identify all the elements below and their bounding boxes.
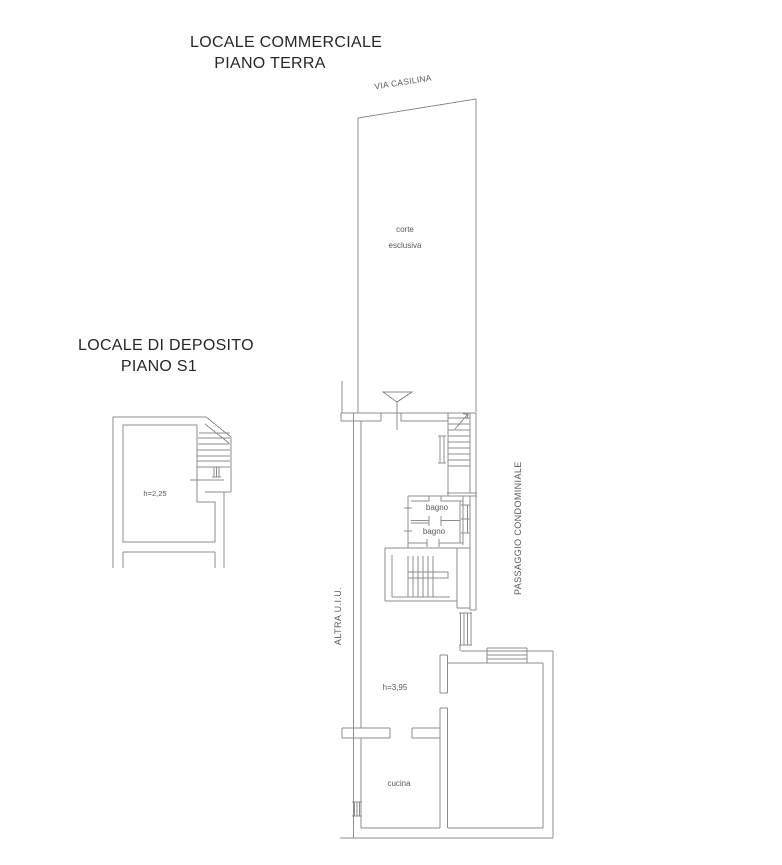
exterior-stair-arrow	[455, 414, 468, 429]
deposit-plan-title-line1: LOCALE DI DEPOSITO	[78, 337, 254, 354]
facade-wall-outer	[341, 381, 476, 421]
adjacent-unit-label: ALTRA U.I.U.	[333, 586, 343, 646]
deposit-room-inner-wall	[123, 425, 215, 542]
bathroom-block-bottom-wall	[408, 539, 463, 547]
east-window-symbol	[459, 613, 472, 651]
exterior-stair-steps	[448, 418, 470, 466]
kitchen-label: cucina	[387, 779, 411, 788]
stair-window-symbol	[438, 436, 446, 463]
deposit-height-label: h=2,25	[143, 489, 167, 498]
bathroom2-label: bagno	[422, 527, 446, 536]
deposit-lower-room-wall	[123, 552, 215, 568]
east-wall	[470, 413, 476, 610]
courtyard-label	[379, 222, 431, 254]
commercial-plan-title-line2: PIANO TERRA	[214, 55, 326, 72]
courtyard-label-line1: corte	[396, 225, 414, 234]
courtyard-label-line2: esclusiva	[388, 241, 422, 250]
deposit-door-symbol	[212, 467, 221, 477]
bathroom1-label: bagno	[425, 503, 449, 512]
southeast-room-walls	[448, 651, 553, 838]
bathroom-windows-symbol	[461, 505, 470, 533]
internal-stair-steps	[408, 556, 433, 597]
bathroom-block-top-wall	[408, 496, 463, 501]
main-height-label: h=3,95	[382, 683, 408, 692]
southeast-window-symbol	[487, 648, 527, 663]
condo-passage-label: PASSAGGIO CONDOMINIALE	[513, 461, 523, 595]
bathroom-block-left-wall	[404, 496, 412, 548]
commercial-plan-title-line1: LOCALE COMMERCIALE	[190, 34, 383, 51]
deposit-stair-steps	[197, 433, 230, 467]
southeast-room-left-wall	[440, 655, 448, 828]
left-wall	[354, 413, 362, 838]
bathroom-divider-wall	[411, 516, 460, 526]
courtyard-outline	[358, 99, 476, 413]
deposit-plan-title-line2: PIANO S1	[120, 358, 198, 375]
street-label: VIA CASILINA	[373, 72, 433, 92]
kitchen-top-wall	[342, 728, 440, 738]
facade-wall-inner	[341, 413, 448, 421]
entrance-arrow-symbol	[383, 392, 412, 430]
bottom-walls	[340, 828, 553, 838]
